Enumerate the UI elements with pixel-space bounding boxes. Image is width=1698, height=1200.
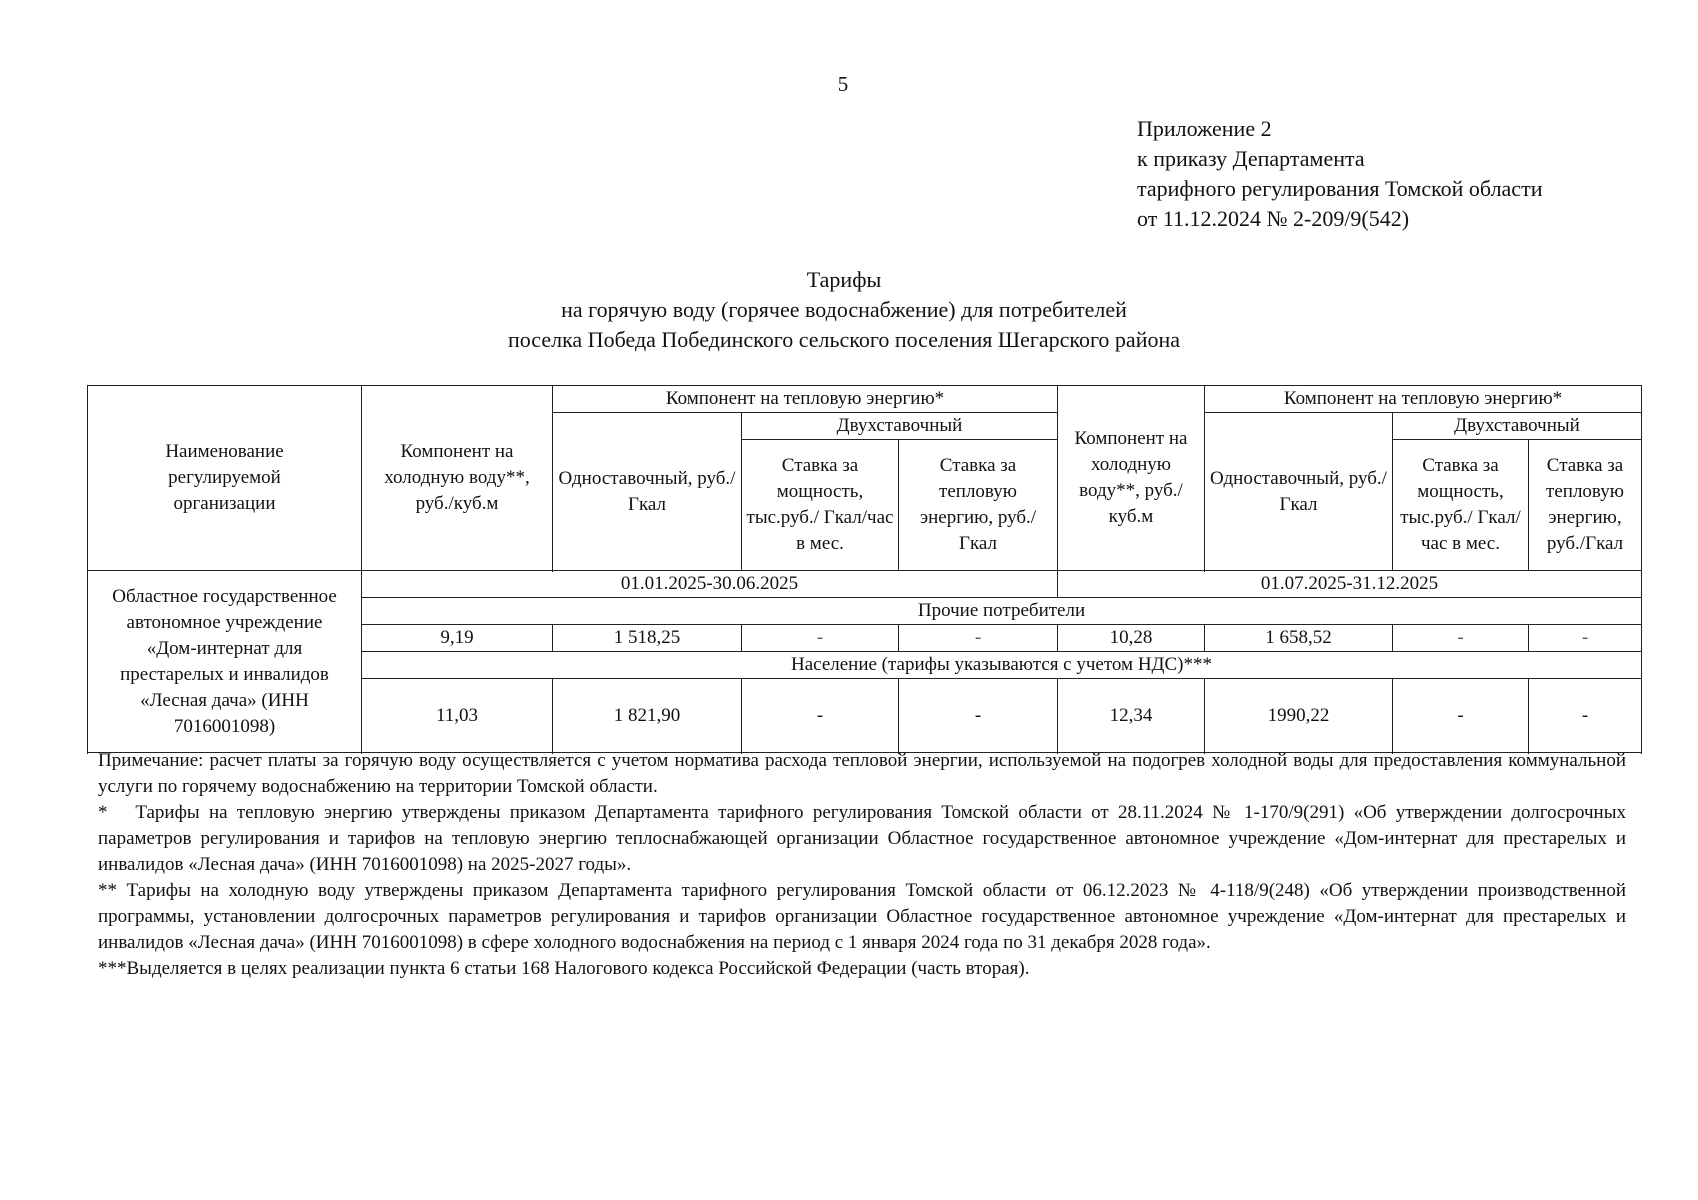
header-energy-rate-2: Ставка за тепловую энергию, руб./Гкал bbox=[1529, 440, 1642, 571]
other-cold-water-2: 10,28 bbox=[1058, 625, 1205, 652]
period-2: 01.07.2025-31.12.2025 bbox=[1058, 571, 1642, 598]
appendix-line-3: тарифного регулирования Томской области bbox=[1137, 176, 1543, 201]
header-cold-water-1: Компонент на холодную воду**, руб./куб.м bbox=[362, 386, 553, 571]
title-line-3: поселка Победа Побединского сельского поселения Шегарского района bbox=[507, 327, 1181, 352]
header-two-rate-1: Двухставочный bbox=[742, 413, 1058, 440]
note-heat-tariffs: * Тарифы на тепловую энергию утверждены приказом Департамента тарифного регулирования Томской области от 28.11.2024 № 1-170/9(291) «Об утверждении долгосрочных параметров регулирования и тарифов на тепловую энергию теплоснабжающей организации Областное государственное автономное учреждение «Дом-интернат для престарелых и инвалидов «Лесная дача» (ИНН 7016001098) на 2025-2027 годы». bbox=[98, 802, 1631, 875]
appendix-header bbox=[1137, 114, 1542, 234]
pop-capacity-2: - bbox=[1393, 679, 1529, 753]
other-energy-2: - bbox=[1529, 625, 1642, 652]
note-cold-water-tariffs: ** Тарифы на холодную воду утверждены приказом Департамента тарифного регулирования Томской области от 06.12.2023 № 4-118/9(248) «Об утверждении производственной программы, установлении долгосрочных параметров регулирования и тарифов организации Областное государственное автономное учреждение «Дом-интернат для престарелых и инвалидов «Лесная дача» (ИНН 7016001098) в сфере холодного водоснабжения на период с 1 января 2024 года по 31 декабря 2028 года». bbox=[98, 880, 1626, 953]
pop-cold-water-2: 12,34 bbox=[1058, 679, 1205, 753]
header-single-rate-2: Одноставочный, руб./Гкал bbox=[1205, 413, 1393, 571]
header-cold-water-2: Компонент на холодную воду**, руб./куб.м bbox=[1058, 386, 1205, 571]
period-row bbox=[88, 571, 1642, 598]
pop-capacity-1: - bbox=[742, 679, 899, 753]
pop-single-rate-1: 1 821,90 bbox=[553, 679, 742, 753]
page-number: 5 bbox=[837, 72, 849, 96]
header-energy-rate-1: Ставка за тепловую энергию, руб./Гкал bbox=[899, 440, 1058, 571]
other-capacity-1: - bbox=[742, 625, 899, 652]
header-single-rate-1: Одноставочный, руб./Гкал bbox=[553, 413, 742, 571]
other-single-rate-2: 1 658,52 bbox=[1205, 625, 1393, 652]
header-org-name: Наименование регулируемой организации bbox=[88, 386, 362, 571]
pop-energy-2: - bbox=[1529, 679, 1642, 753]
title-line-2: на горячую воду (горячее водоснабжение) для потребителей bbox=[561, 297, 1127, 322]
population-label: Население (тарифы указываются с учетом НДС)*** bbox=[362, 652, 1642, 679]
appendix-line-1: Приложение 2 bbox=[1137, 116, 1272, 141]
header-capacity-rate-1: Ставка за мощность, тыс.руб./ Гкал/час в мес. bbox=[742, 440, 899, 571]
organization-name: Областное государственное автономное учреждение «Дом-интернат для престарелых и инвалидов «Лесная дача» (ИНН 7016001098) bbox=[88, 571, 362, 753]
other-cold-water-1: 9,19 bbox=[362, 625, 553, 652]
pop-energy-1: - bbox=[899, 679, 1058, 753]
tariff-table bbox=[87, 385, 1642, 753]
appendix-line-2: к приказу Департамента bbox=[1137, 146, 1365, 171]
pop-cold-water-1: 11,03 bbox=[362, 679, 553, 753]
header-two-rate-2: Двухставочный bbox=[1393, 413, 1642, 440]
other-single-rate-1: 1 518,25 bbox=[553, 625, 742, 652]
other-consumers-label: Прочие потребители bbox=[362, 598, 1642, 625]
other-capacity-2: - bbox=[1393, 625, 1529, 652]
document-title bbox=[87, 265, 1601, 355]
period-1: 01.01.2025-30.06.2025 bbox=[362, 571, 1058, 598]
header-heat-component-2: Компонент на тепловую энергию* bbox=[1205, 386, 1642, 413]
title-line-1: Тарифы bbox=[806, 267, 882, 292]
pop-single-rate-2: 1990,22 bbox=[1205, 679, 1393, 753]
other-energy-1: - bbox=[899, 625, 1058, 652]
note-main: Примечание: расчет платы за горячую воду осуществляется с учетом норматива расхода тепловой энергии, используемой на подогрев холодной воды для предоставления коммунальной услуги по горячему водоснабжению на территории Томской области. bbox=[98, 750, 1626, 797]
header-capacity-rate-2: Ставка за мощность, тыс.руб./ Гкал/час в мес. bbox=[1393, 440, 1529, 571]
note-vat: ***Выделяется в целях реализации пункта 6 статьи 168 Налогового кодекса Российской Федерации (часть вторая). bbox=[98, 958, 1030, 979]
notes-section bbox=[98, 748, 1631, 982]
appendix-line-4: от 11.12.2024 № 2-209/9(542) bbox=[1137, 206, 1410, 231]
header-row-1 bbox=[88, 386, 1642, 413]
header-heat-component-1: Компонент на тепловую энергию* bbox=[553, 386, 1058, 413]
